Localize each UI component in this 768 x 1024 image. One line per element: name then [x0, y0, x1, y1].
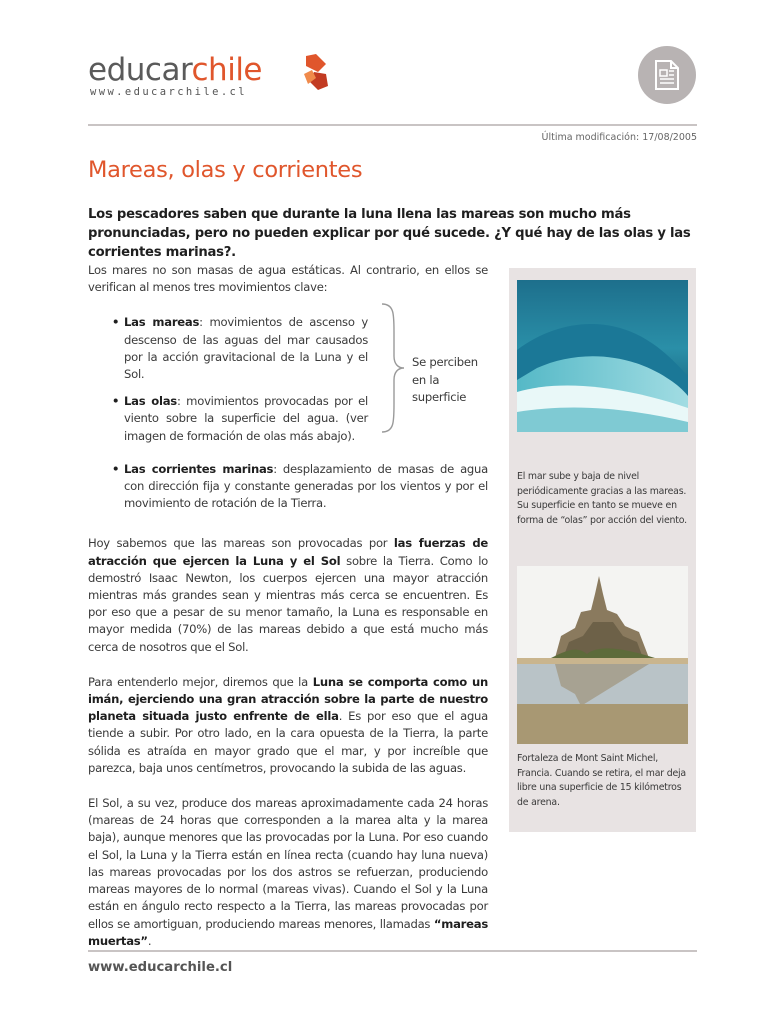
- paragraph-forces: [88, 535, 488, 655]
- wave-caption: El mar sube y baja de nivel periódicamente gracias a las mareas. Su superficie en tanto se mueve en forma de “olas” por acción del viento.: [517, 471, 687, 526]
- paragraph-sun-text-2: .: [147, 933, 152, 948]
- paragraph-forces-bold: las fuerzas de atracción que ejercen la Luna y el Sol: [88, 536, 488, 568]
- paragraph-sun-tides: [88, 795, 488, 950]
- paragraph-forces-text-2: sobre la Tierra. Como lo demostró Isaac Newton, los cuerpos ejercen una mayor atracción mientras más grandes sean y mientras más cerca se encuentren. Es por eso que a pesar de su menor tamaño, la Luna es responsable en mayor medida (70%) de las mareas debido a que está mucho más cerca de nosotros que el Sol.: [88, 553, 489, 654]
- document-icon: [653, 59, 681, 91]
- term-mareas: Las mareas: [124, 315, 200, 330]
- page-title: Mareas, olas y corrientes: [88, 157, 363, 183]
- document-badge: [638, 46, 696, 104]
- intro-paragraph: Los mares no son masas de agua estáticas. Al contrario, en ellos se verifican al menos tres movimientos clave:: [88, 263, 488, 295]
- main-content: [88, 262, 488, 950]
- logo-url: www.educarchile.cl: [90, 86, 247, 98]
- logo-word-chile: chile: [191, 52, 263, 88]
- castle-caption: Fortaleza de Mont Saint Michel, Francia. Cuando se retira, el mar deja libre una superficie de 15 kilómetros de arena.: [517, 753, 686, 808]
- paragraph-sun-bold: “mareas muertas”: [88, 916, 488, 948]
- sidebar-panel: [509, 268, 696, 832]
- curly-brace-icon: [378, 302, 408, 434]
- list-item-mareas: [110, 314, 368, 383]
- list-item-olas: [110, 393, 368, 445]
- term-corrientes: Las corrientes marinas: [124, 461, 274, 476]
- logo-x-mark-icon: [304, 52, 330, 92]
- paragraph-sun-text-1: El Sol, a su vez, produce dos mareas aproximadamente cada 24 horas (mareas de 24 horas que corresponden a la marea alta y la marea baja), aunque menores que las provocadas por la Luna. Por eso cuando el Sol, la Luna y la Tierra están en línea recta (cuando hay luna nueva) las mareas provocadas por los dos astros se refuerzan, produciendo mareas mayores de lo normal (mareas vivas). Cuando el Sol y la Luna están en ángulo recto respecto a la Tierra, las mareas provocadas por ellos se amortiguan, produciendo mareas menores, llamadas: [88, 796, 488, 931]
- paragraph-moon-text-2: . Es por eso que el agua tiende a subir. Por otro lado, en la cara opuesta de la Tierra, la parte sólida es atraída en mayor grado que el mar, y por increíble que parezca, baja unos centímetros, provocando la subida de las aguas.: [88, 709, 489, 775]
- brace-note: Se perciben en la superficie: [412, 355, 478, 404]
- mont-saint-michel-photo: [517, 566, 688, 744]
- list-item-corrientes: [110, 461, 488, 513]
- header-divider: [88, 124, 697, 126]
- paragraph-moon-text-1: Para entenderlo mejor, diremos que la: [88, 674, 313, 689]
- logo-wordmark: [88, 50, 262, 90]
- paragraph-moon-magnet: [88, 674, 488, 777]
- desc-olas: : movimientos provocadas por el viento sobre la superficie del agua. (ver imagen de formación de olas más abajo).: [124, 394, 368, 443]
- paragraph-forces-text-1: Hoy sabemos que las mareas son provocadas por: [88, 536, 394, 551]
- last-modified-date: Última modificación: 17/08/2005: [541, 132, 697, 143]
- movements-list: [110, 314, 488, 512]
- educarchile-logo[interactable]: [88, 46, 328, 108]
- wave-photo: [517, 280, 688, 432]
- paragraph-moon-bold: Luna se comporta como un imán, ejerciendo una gran atracción sobre la parte de nuestro planeta situada justo enfrente de ella: [88, 674, 488, 724]
- footer-divider: [88, 950, 697, 952]
- footer-url-link[interactable]: www.educarchile.cl: [88, 960, 233, 975]
- logo-word-educar: educar: [88, 52, 192, 88]
- desc-mareas: : movimientos de ascenso y descenso de las aguas del mar causados por la acción gravitacional de la Luna y el Sol.: [124, 315, 369, 382]
- term-olas: Las olas: [124, 394, 177, 409]
- lead-paragraph: Los pescadores saben que durante la luna llena las mareas son mucho más pronunciadas, pero no pueden explicar por qué sucede. ¿Y qué hay de las olas y las corrientes marinas?.: [88, 207, 691, 260]
- desc-corrientes: : desplazamiento de masas de agua con dirección fija y constante generadas por los vientos y por el movimiento de rotación de la Tierra.: [124, 461, 488, 511]
